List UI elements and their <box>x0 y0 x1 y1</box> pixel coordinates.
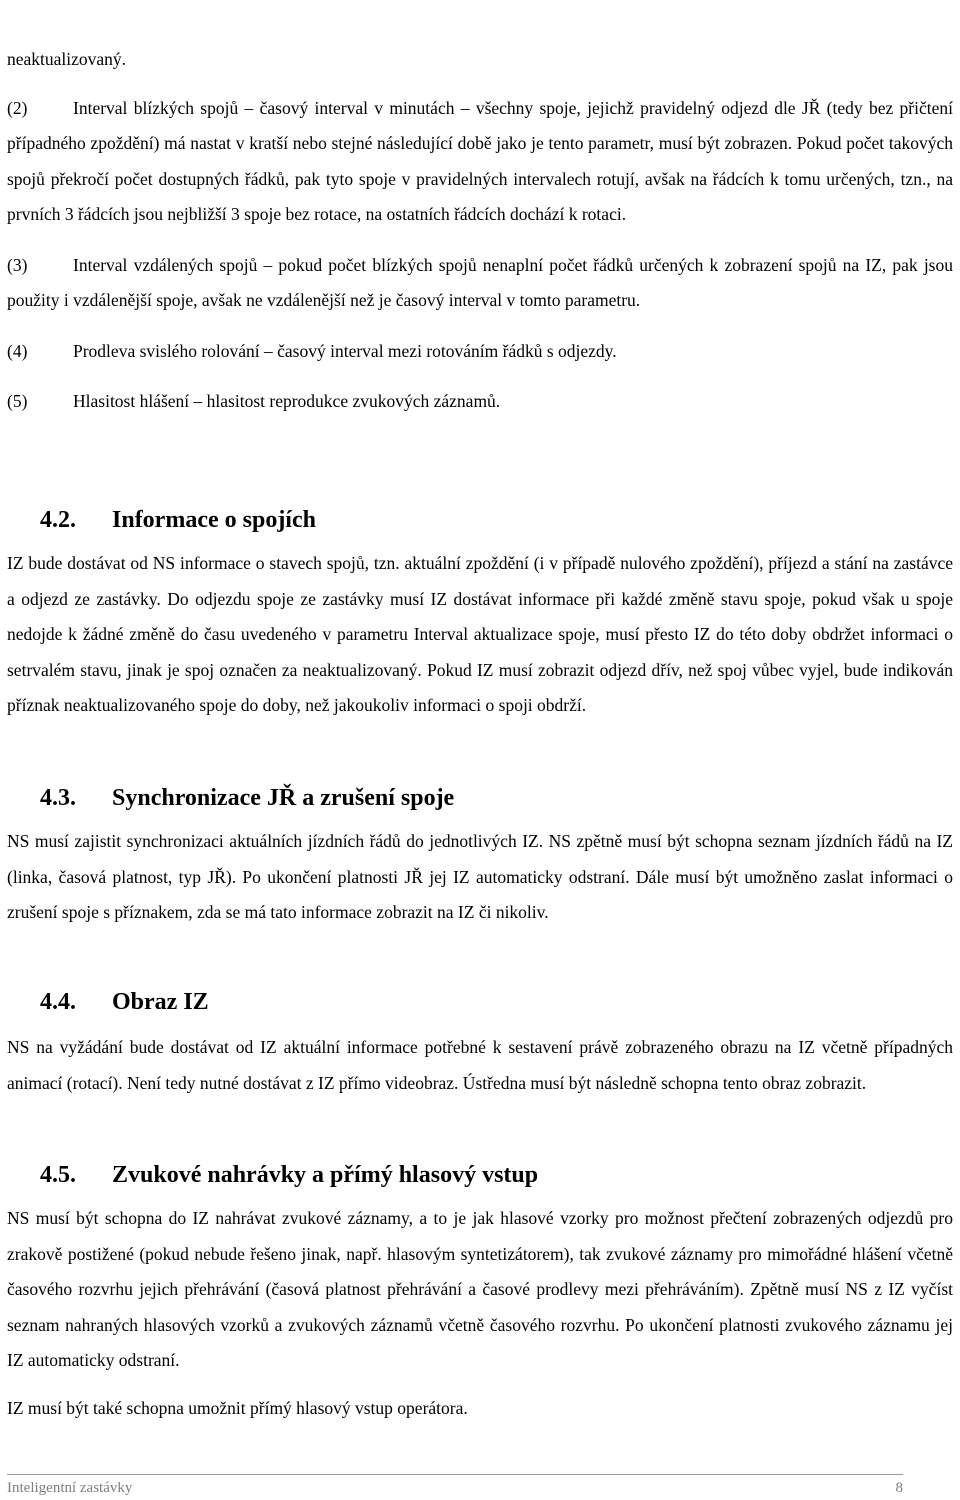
section-heading <box>7 987 209 1017</box>
section-body <box>7 546 953 724</box>
section-title: Zvukové nahrávky a přímý hlasový vstup <box>112 1162 539 1188</box>
paragraph: IZ bude dostávat od NS informace o stavech spojů, tzn. aktuální zpoždění (i v případě nulového zpoždění), příjezd a stání na zastávce a odjezd ze zastávky. Do odjezdu spoje ze zastávky musí IZ dostávat informace při každé změně stavu spoje, pokud však u spoje nedojde k žádné změně do času uvedeného v parametru Interval aktualizace spoje, musí přesto IZ do této doby obdržet informaci o setrvalém stavu, jinak je spoj označen za neaktualizovaný. Pokud IZ musí zobrazit odjezd dřív, než spoj vůbec vyjel, bude indikován příznak neaktualizovaného spoje do doby, než jakoukoliv informaci o spoji obdrží. <box>7 553 953 715</box>
section-number: 4.2. <box>40 507 76 533</box>
list-item <box>7 91 953 233</box>
section-heading <box>7 783 454 813</box>
document-page <box>7 0 953 1500</box>
list-item <box>7 248 953 319</box>
parameter-list-block <box>7 0 953 420</box>
item-text: Interval blízkých spojů – časový interval v minutách – všechny spoje, jejichž pravidelný odjezd dle JŘ (tedy bez přičtení případného zpoždění) má nastat v kratší nebo stejné následující době jako je tento parametr, musí být zobrazen. Pokud počet takových spojů překročí počet dostupných řádků, pak tyto spoje v pravidelných intervalech rotují, avšak na řádcích k tomu určených, tzn., na prvních 3 řádcích jsou nejbližší 3 spoje bez rotace, na ostatních řádcích dochází k rotaci. <box>7 97 953 224</box>
section-heading <box>7 1160 538 1190</box>
item-number: (4) <box>7 340 28 361</box>
intro-line: neaktualizovaný. <box>7 49 127 69</box>
footer-title: Inteligentní zastávky <box>7 1480 133 1496</box>
item-number: (5) <box>7 391 28 411</box>
section-number: 4.3. <box>40 785 76 811</box>
paragraph: NS musí být schopna do IZ nahrávat zvukové záznamy, a to je jak hlasové vzorky pro možnost přečtení zobrazených odjezdů pro zrakově postižené (pokud nebude řešeno jinak, např. hlasovým syntetizátorem), tak zvukové záznamy pro mimořádné hlášení včetně časového rozvrhu jejich přehrávání (časová platnost přehrávání a časové prodlevy mezi přehráváním). Zpětně musí NS z IZ vyčíst seznam nahraných hlasových vzorků a zvukových záznamů včetně časového rozvrhu. Po ukončení platnosti zvukového záznamu jej IZ automaticky odstraní. <box>7 1208 953 1370</box>
page-number: 8 <box>895 1480 903 1496</box>
section-body <box>7 824 953 931</box>
paragraph: NS musí zajistit synchronizaci aktuálních jízdních řádů do jednotlivých IZ. NS zpětně musí být schopna seznam jízdních řádů na IZ (linka, časová platnost, typ JŘ). Po ukončení platnosti JŘ jej IZ automaticky odstraní. Dále musí být umožněno zaslat informaci o zrušení spoje s příznakem, zda se má tato informace zobrazit na IZ či nikoliv. <box>7 831 953 922</box>
item-number: (2) <box>7 97 28 118</box>
section-title: Obraz IZ <box>112 989 209 1015</box>
list-item <box>7 334 953 370</box>
section-number: 4.4. <box>40 989 76 1015</box>
section-title: Synchronizace JŘ a zrušení spoje <box>112 785 455 811</box>
item-number: (3) <box>7 254 28 275</box>
list-item <box>7 384 953 420</box>
paragraph: IZ musí být také schopna umožnit přímý hlasový vstup operátora. <box>7 1397 468 1418</box>
section-title: Informace o spojích <box>112 507 316 533</box>
section-heading <box>7 505 316 535</box>
section-number: 4.5. <box>40 1162 76 1188</box>
page-footer <box>7 1474 903 1498</box>
paragraph: NS na vyžádání bude dostávat od IZ aktuální informace potřebné k sestavení právě zobrazeného obrazu na IZ včetně případných animací (rotací). Není tedy nutné dostávat z IZ přímo videobraz. Ústředna musí být následně schopna tento obraz zobrazit. <box>7 1037 953 1093</box>
section-body <box>7 1201 953 1426</box>
item-text: Hlasitost hlášení – hlasitost reprodukce zvukových záznamů. <box>73 391 501 411</box>
item-text: Prodleva svislého rolování – časový interval mezi rotováním řádků s odjezdy. <box>73 340 617 361</box>
section-body <box>7 1030 953 1101</box>
item-text: Interval vzdálených spojů – pokud počet blízkých spojů nenaplní počet řádků určených k zobrazení spojů na IZ, pak jsou použity i vzdálenější spoje, avšak ne vzdálenější než je časový interval v tomto parametru. <box>7 254 953 310</box>
